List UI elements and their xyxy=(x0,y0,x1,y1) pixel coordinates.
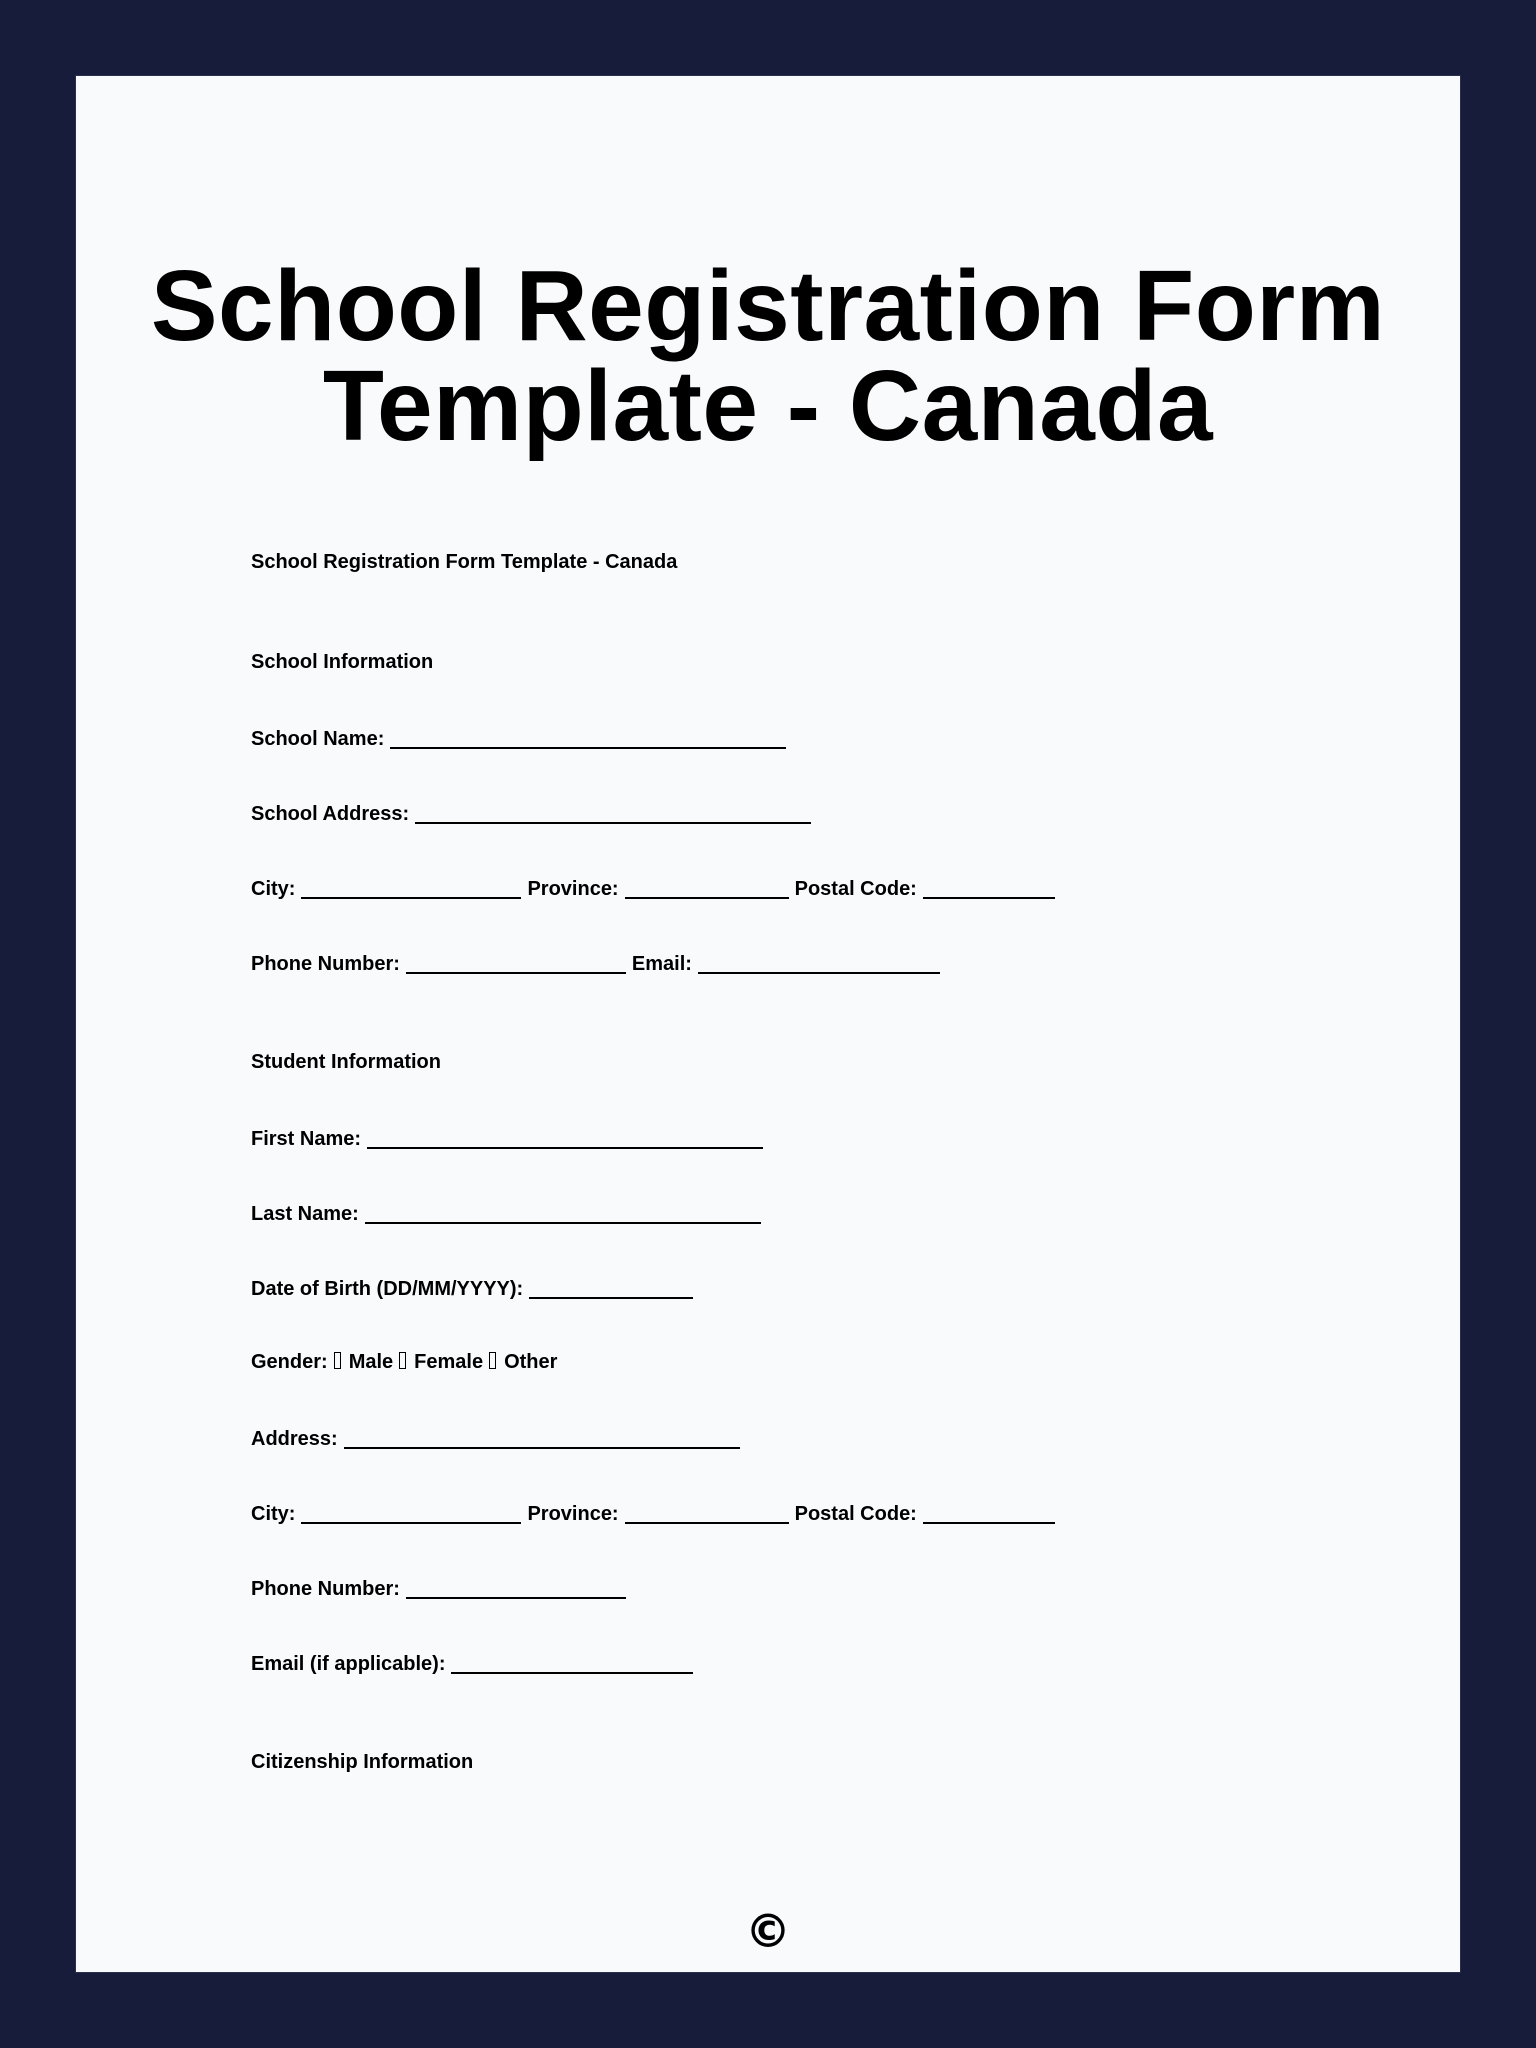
first-name-label: First Name: xyxy=(251,1128,362,1150)
student-city-row xyxy=(251,1500,1061,1526)
student-address-blank[interactable] xyxy=(344,1429,740,1449)
student-email-row xyxy=(251,1650,699,1676)
school-name-blank[interactable] xyxy=(390,729,786,749)
school-city-blank[interactable] xyxy=(301,879,521,899)
student-city-blank[interactable] xyxy=(301,1504,521,1524)
gender-female-label: Female xyxy=(414,1351,484,1373)
student-phone-label: Phone Number: xyxy=(251,1578,400,1600)
school-email-label: Email: xyxy=(631,953,692,975)
gender-other-checkbox[interactable] xyxy=(489,1352,496,1369)
document-title xyxy=(76,250,1460,462)
document-title-line-1: School Registration Form xyxy=(150,250,1386,362)
student-phone-row xyxy=(251,1575,632,1601)
school-city-row xyxy=(251,875,1061,901)
citizenship-information-heading: Citizenship Information xyxy=(251,1751,474,1773)
gender-male-checkbox[interactable] xyxy=(334,1352,341,1369)
school-email-blank[interactable] xyxy=(698,954,940,974)
school-phone-row xyxy=(251,950,946,976)
copyright-icon: © xyxy=(745,1904,791,1958)
school-city-label: City: xyxy=(251,878,296,900)
gender-other-label: Other xyxy=(504,1351,558,1373)
document-subtitle: School Registration Form Template - Canada xyxy=(251,551,678,573)
student-postal-code-label: Postal Code: xyxy=(794,1503,917,1525)
student-address-row xyxy=(251,1425,746,1451)
school-name-label: School Name: xyxy=(251,728,385,750)
dob-blank[interactable] xyxy=(529,1279,693,1299)
school-postal-code-blank[interactable] xyxy=(923,879,1055,899)
student-email-label: Email (if applicable): xyxy=(251,1653,446,1675)
school-province-blank[interactable] xyxy=(625,879,789,899)
school-name-row xyxy=(251,725,792,751)
last-name-blank[interactable] xyxy=(365,1204,761,1224)
document-title-line-2: Template - Canada xyxy=(322,350,1214,462)
school-address-row xyxy=(251,800,817,826)
student-phone-blank[interactable] xyxy=(406,1579,626,1599)
first-name-row xyxy=(251,1125,769,1151)
school-phone-label: Phone Number: xyxy=(251,953,400,975)
last-name-row xyxy=(251,1200,767,1226)
school-postal-code-label: Postal Code: xyxy=(794,878,917,900)
school-address-blank[interactable] xyxy=(415,804,811,824)
gender-female-checkbox[interactable] xyxy=(399,1352,406,1369)
document-page xyxy=(75,75,1461,1973)
dob-row xyxy=(251,1275,699,1301)
last-name-label: Last Name: xyxy=(251,1203,359,1225)
gender-label: Gender: xyxy=(251,1351,328,1373)
first-name-blank[interactable] xyxy=(367,1129,763,1149)
student-postal-code-blank[interactable] xyxy=(923,1504,1055,1524)
school-province-label: Province: xyxy=(527,878,619,900)
dob-label: Date of Birth (DD/MM/YYYY): xyxy=(251,1278,524,1300)
student-city-label: City: xyxy=(251,1503,296,1525)
gender-male-label: Male xyxy=(348,1351,394,1373)
student-province-blank[interactable] xyxy=(625,1504,789,1524)
student-email-blank[interactable] xyxy=(451,1654,693,1674)
student-province-label: Province: xyxy=(527,1503,619,1525)
school-phone-blank[interactable] xyxy=(406,954,626,974)
student-address-label: Address: xyxy=(251,1428,338,1450)
school-address-label: School Address: xyxy=(251,803,410,825)
school-information-heading: School Information xyxy=(251,651,434,673)
student-information-heading: Student Information xyxy=(251,1051,441,1073)
gender-row xyxy=(251,1350,557,1374)
